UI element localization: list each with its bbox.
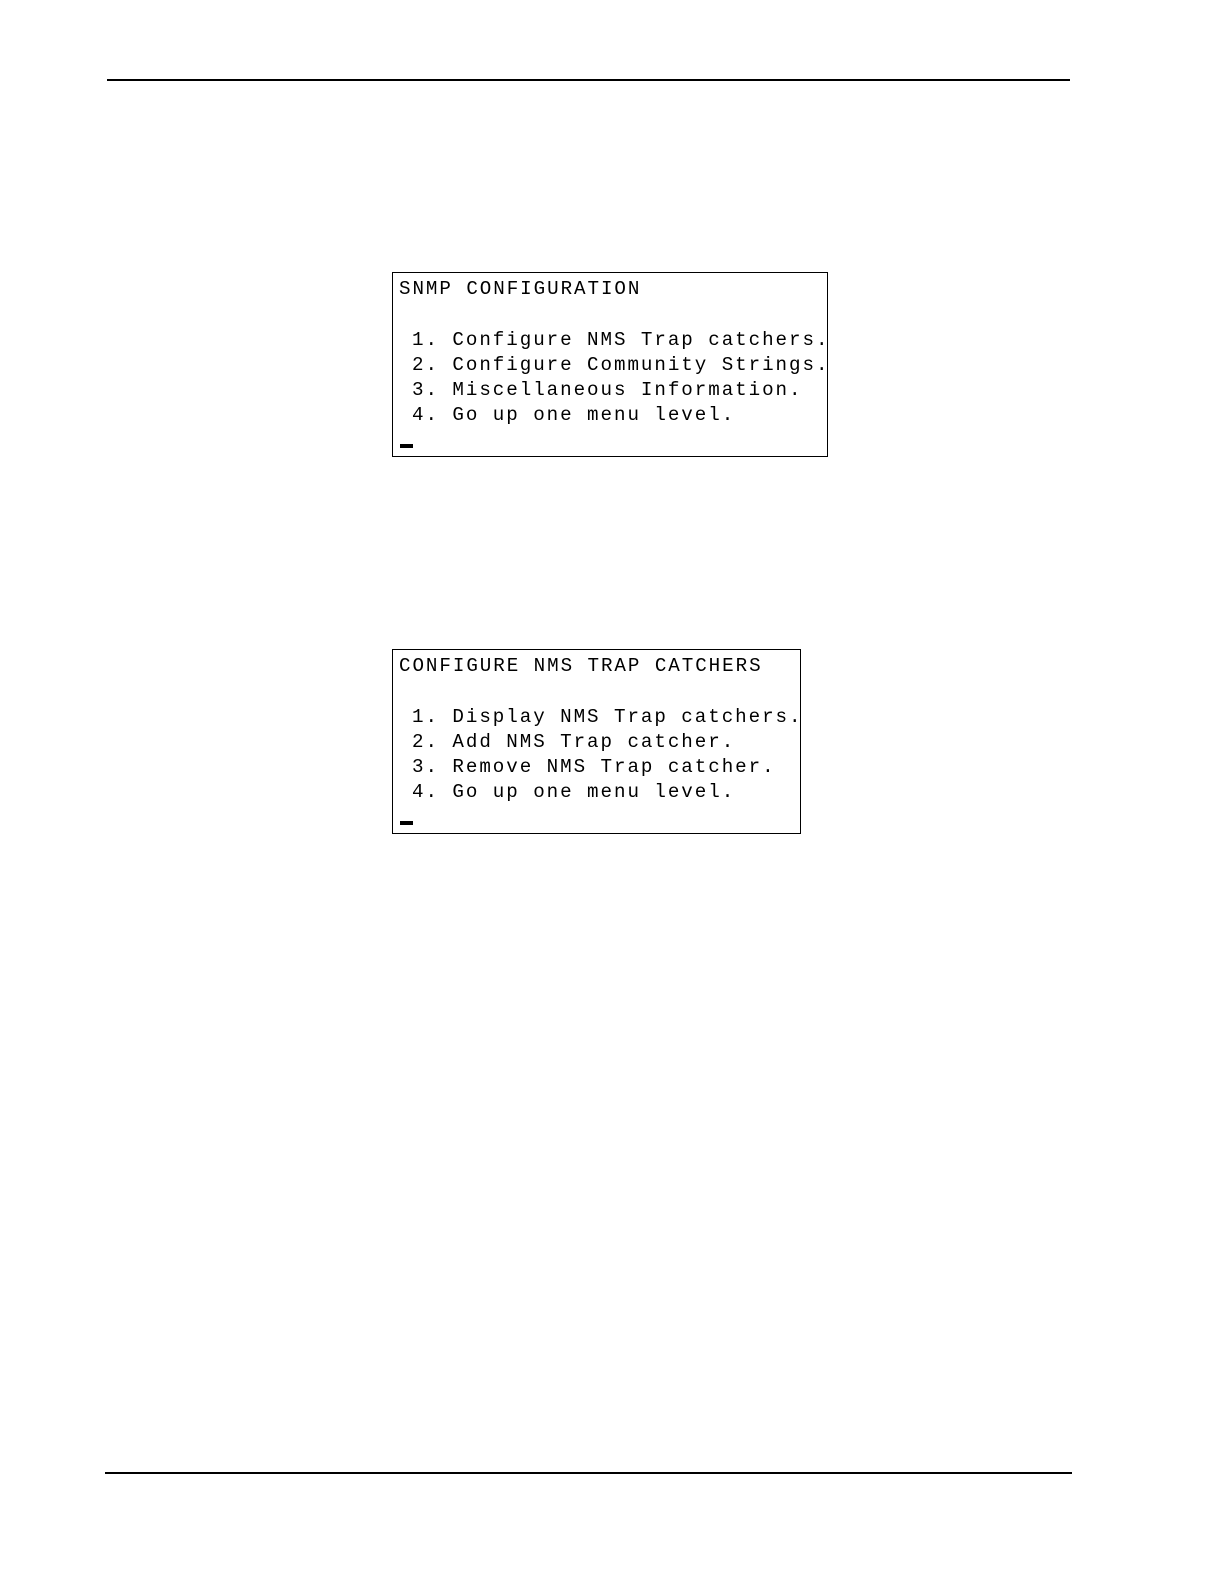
menu-item-remove-nms-trap-catcher[interactable] — [399, 755, 800, 780]
menu-item-number: 3. — [412, 756, 439, 779]
menu-item-miscellaneous-information[interactable] — [399, 378, 827, 403]
menu-item-number: 4. — [412, 404, 439, 427]
menu-item-label: Go up one menu level. — [452, 404, 736, 427]
text-cursor — [400, 444, 413, 448]
menu-item-number: 1. — [412, 705, 439, 728]
menu-item-go-up-one-level[interactable] — [399, 780, 800, 805]
menu-item-label: Add NMS Trap catcher. — [452, 730, 736, 753]
menu-item-add-nms-trap-catcher[interactable] — [399, 730, 800, 755]
menu-item-configure-nms-trap-catchers[interactable] — [399, 328, 830, 353]
menu-item-label: Configure Community Strings. — [452, 353, 830, 376]
menu-item-number: 2. — [412, 353, 439, 376]
menu-item-label: Remove NMS Trap catcher. — [452, 756, 776, 779]
menu-item-number: 2. — [412, 730, 439, 753]
menu-item-label: Go up one menu level. — [452, 781, 736, 804]
menu-item-configure-community-strings[interactable] — [399, 353, 830, 378]
footer-rule — [105, 1472, 1072, 1474]
screen-title: SNMP CONFIGURATION — [399, 278, 642, 300]
menu-item-go-up-one-level[interactable] — [399, 403, 827, 428]
screen-title: CONFIGURE NMS TRAP CATCHERS — [399, 655, 763, 677]
menu-item-number: 1. — [412, 328, 439, 351]
menu-item-display-nms-trap-catchers[interactable] — [399, 705, 803, 730]
configure-nms-trap-catchers-screen — [392, 649, 801, 834]
header-rule — [107, 79, 1070, 81]
menu-item-label: Miscellaneous Information. — [452, 379, 803, 402]
menu-item-number: 3. — [412, 379, 439, 402]
snmp-configuration-screen — [392, 272, 828, 457]
menu-item-label: Configure NMS Trap catchers. — [452, 328, 830, 351]
text-cursor — [400, 821, 413, 825]
menu-item-label: Display NMS Trap catchers. — [452, 705, 803, 728]
menu-item-number: 4. — [412, 781, 439, 804]
